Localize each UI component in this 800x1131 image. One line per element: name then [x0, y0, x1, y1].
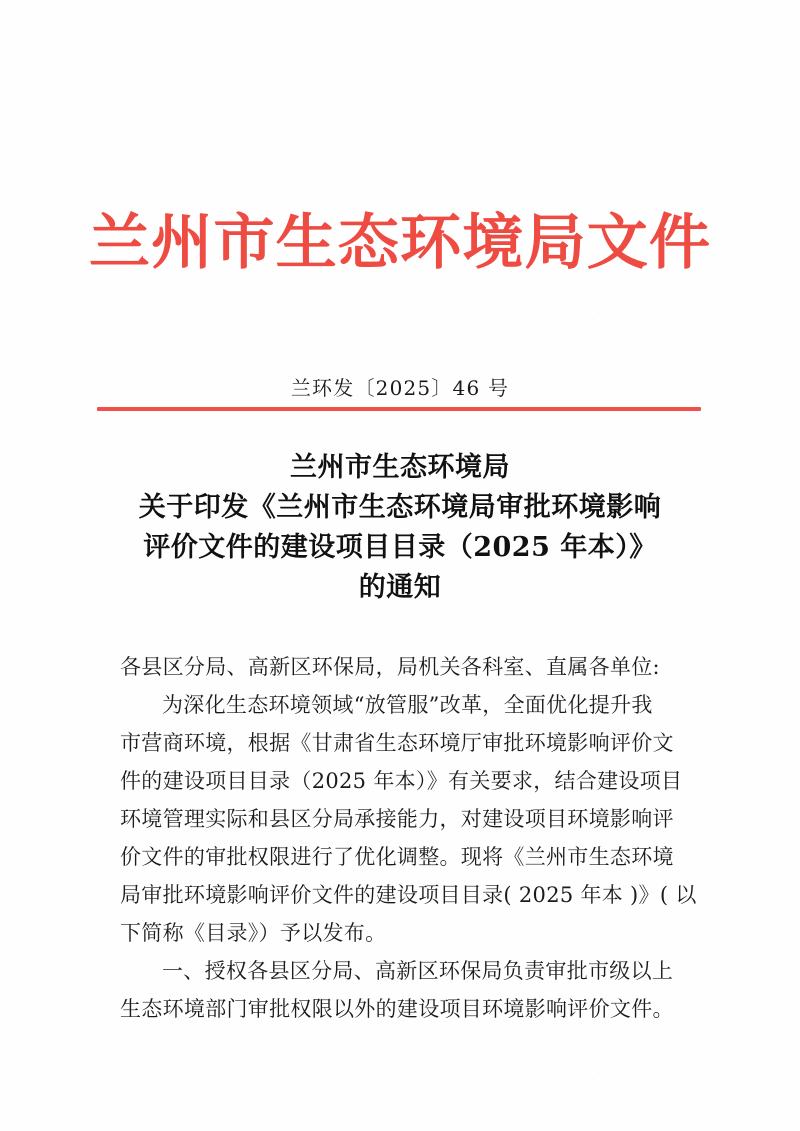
masthead-title: 兰州市生态环境局文件	[88, 208, 712, 278]
title-line-3: 评价文件的建设项目目录（2025 年本）》	[143, 532, 657, 563]
title-line-2: 关于印发《兰州市生态环境局审批环境影响	[138, 492, 662, 523]
title-block	[60, 448, 740, 608]
title-line-4: 的通知	[358, 572, 442, 603]
body-line: 各县区分局、高新区环保局，局机关各科室、直属各单位:	[120, 655, 660, 679]
masthead	[0, 207, 800, 280]
body-line: 件的建设项目目录（2025 年本）》有关要求，结合建设项目	[120, 769, 683, 793]
red-separator-rule	[97, 407, 701, 411]
body-line: 生态环境部门审批权限以外的建设项目环境影响评价文件。	[120, 997, 674, 1021]
body-line: 一、授权各县区分局、高新区环保局负责审批市级以上	[162, 959, 674, 983]
body-line: 下简称《目录》）予以发布。	[120, 921, 387, 945]
title-line-1: 兰州市生态环境局	[290, 452, 510, 483]
body-line: 局审批环境影响评价文件的建设项目目录( 2025 年本 )》( 以	[120, 883, 697, 907]
document-number: 兰环发〔2025〕46 号	[290, 376, 510, 400]
body-text	[120, 648, 697, 1028]
body-line: 为深化生态环境领域“放管服”改革，全面优化提升我	[162, 693, 653, 717]
body-line: 价文件的审批权限进行了优化调整。现将《兰州市生态环境	[120, 845, 674, 869]
body-line: 环境管理实际和县区分局承接能力，对建设项目环境影响评	[120, 807, 674, 831]
body-line: 市营商环境，根据《甘肃省生态环境厅审批环境影响评价文	[120, 731, 674, 755]
